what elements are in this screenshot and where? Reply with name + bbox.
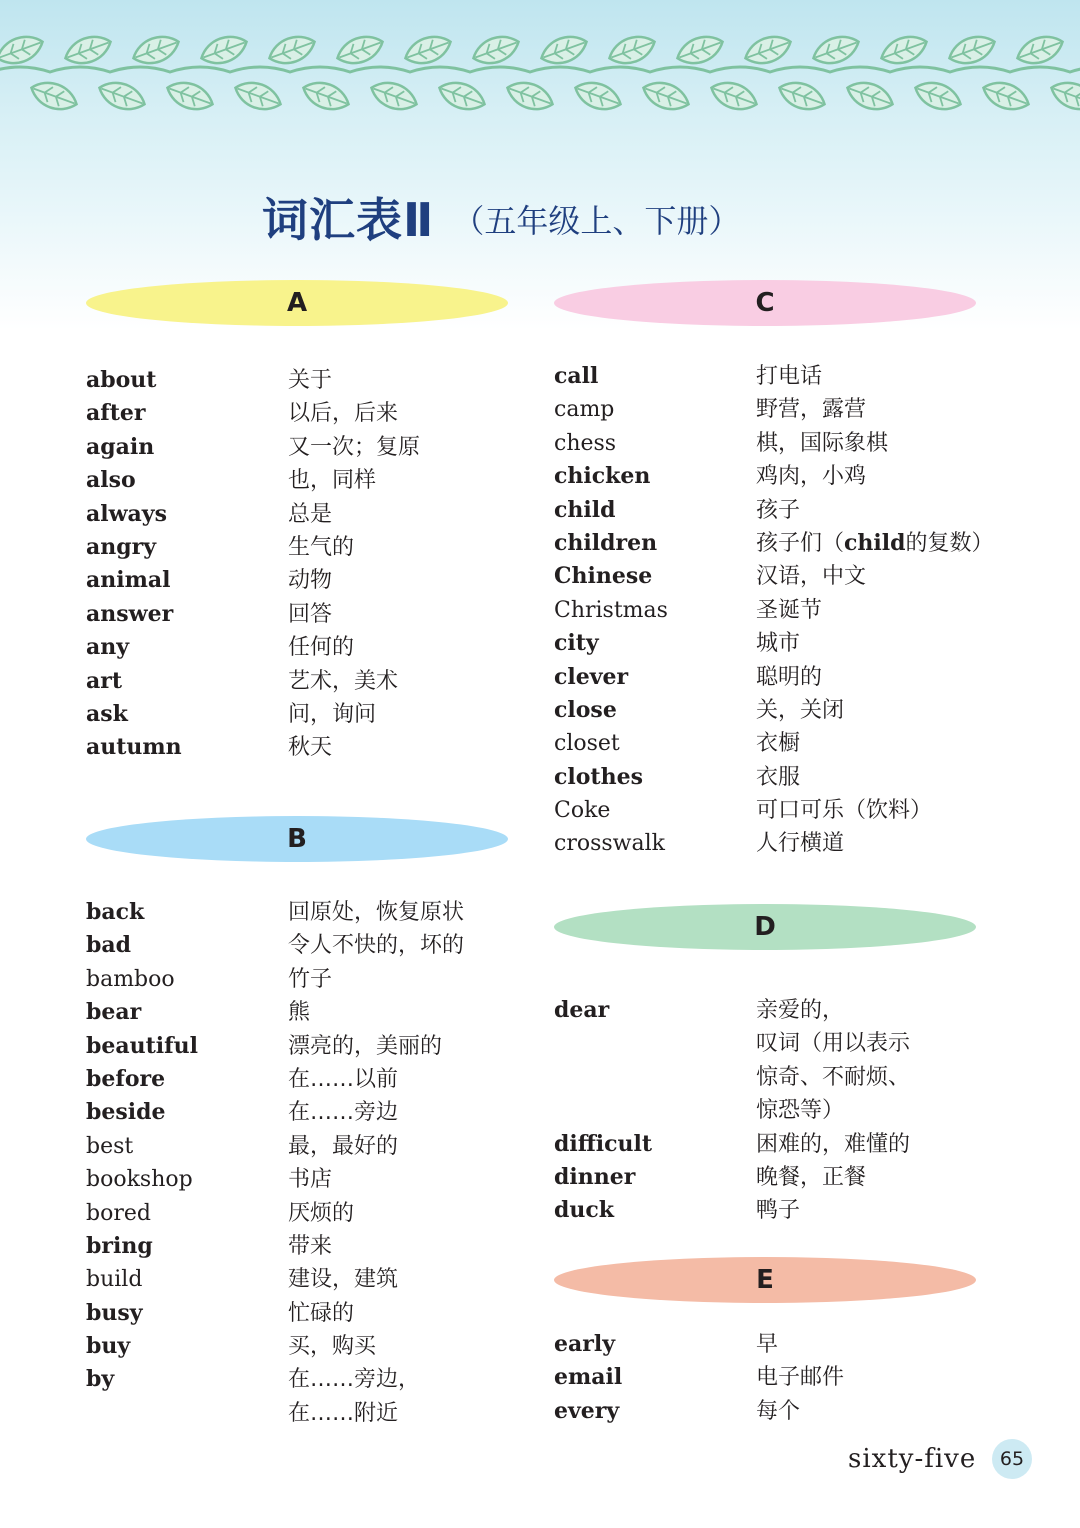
vocab-meaning: 关于 — [288, 368, 333, 393]
vocab-word: animal — [86, 567, 171, 594]
vocab-meaning-suffix: 的复数） — [905, 530, 994, 556]
vocab-word: difficult — [554, 1130, 653, 1157]
vocab-meaning: 城市 — [756, 631, 801, 657]
vocab-meaning: 买，购买 — [288, 1334, 377, 1360]
vocab-meaning: 厌烦的 — [288, 1200, 355, 1226]
vocab-meaning: 衣橱 — [756, 731, 801, 757]
vocab-word: beautiful — [86, 1032, 198, 1059]
vocab-meaning: 鸡肉，小鸡 — [756, 464, 867, 490]
page-title — [262, 184, 741, 247]
vocab-meaning: 汉语，中文 — [756, 564, 867, 590]
vocab-word: chess — [554, 430, 617, 456]
vocab-meaning: 关，关闭 — [756, 697, 845, 723]
vocab-meaning: 回答 — [288, 601, 333, 627]
vocab-meaning: 回原处，恢复原状 — [288, 900, 465, 925]
vocab-meaning: 亲爱的， 叹词（用以表示 惊奇、不耐烦、 惊恐等） — [756, 998, 911, 1124]
vocab-meaning-prefix: 孩子们（ — [756, 530, 845, 556]
vocab-word: bookshop — [86, 1167, 193, 1193]
vocab-word: child — [554, 496, 616, 523]
vocab-word: email — [554, 1364, 623, 1391]
vocab-meaning: 总是 — [288, 501, 333, 527]
vocab-meaning: 衣服 — [756, 764, 801, 790]
section-c-letter: C — [755, 288, 775, 318]
vocab-word: bored — [86, 1200, 151, 1226]
vocab-meaning: 聪明的 — [756, 664, 823, 690]
vocab-word: answer — [86, 600, 174, 627]
vocab-word: dinner — [554, 1163, 636, 1190]
vocab-meaning: 生气的 — [288, 534, 355, 560]
vocab-word: autumn — [86, 734, 182, 761]
vocab-word: duck — [554, 1197, 615, 1224]
vocab-meaning: 在……旁边， 在……附近 — [288, 1367, 421, 1426]
vocab-word: crosswalk — [554, 831, 665, 857]
vocab-meaning: 棋，国际象棋 — [756, 430, 889, 456]
vocab-word: about — [86, 367, 157, 393]
leaf-vine-border — [0, 22, 1080, 122]
vocab-word: ask — [86, 700, 128, 727]
vocab-meaning: 任何的 — [288, 635, 355, 661]
vocab-word: call — [554, 363, 599, 389]
title-subtitle: （五年级上、下册） — [452, 202, 741, 240]
vocab-meaning: 秋天 — [288, 735, 333, 761]
page-number-badge: 65 — [992, 1439, 1032, 1479]
vocab-meaning: 书店 — [288, 1167, 333, 1193]
vocab-meaning: 可口可乐（饮料） — [756, 798, 933, 824]
vocab-word: clothes — [554, 763, 643, 790]
vocab-word: city — [554, 630, 599, 657]
vocab-word: Christmas — [554, 597, 668, 623]
vocab-meaning: 圣诞节 — [756, 597, 823, 623]
vocab-word: bring — [86, 1232, 153, 1259]
vocab-meaning: 最，最好的 — [288, 1133, 399, 1159]
vocab-meaning: 电子邮件 — [756, 1365, 845, 1391]
vocab-word: art — [86, 667, 123, 694]
vocab-word: closet — [554, 731, 620, 757]
vocab-meaning: 晚餐，正餐 — [756, 1164, 867, 1190]
vocab-word: chicken — [554, 463, 651, 490]
vocab-word: buy — [86, 1333, 131, 1360]
vocab-word: by — [86, 1366, 115, 1393]
vocab-meaning: 又一次；复原 — [288, 434, 421, 460]
vocab-meaning: 问，询问 — [288, 701, 377, 727]
vocab-meaning: 人行横道 — [756, 831, 845, 857]
vocab-meaning: 令人不快的，坏的 — [288, 933, 465, 959]
vocab-meaning: 早 — [756, 1332, 779, 1357]
vocab-word: camp — [554, 397, 615, 423]
title-main: 词汇表Ⅱ — [262, 193, 435, 247]
vocab-meaning — [756, 527, 996, 560]
vocab-word: back — [86, 899, 145, 925]
vocab-meaning: 每个 — [756, 1398, 801, 1424]
vocab-meaning: 熊 — [288, 1000, 311, 1026]
section-b-letter: B — [287, 824, 307, 854]
vocab-word: Chinese — [554, 563, 653, 590]
vocab-meaning: 鸭子 — [756, 1198, 801, 1224]
vocab-meaning: 在……以前 — [288, 1066, 399, 1092]
vocab-meaning: 漂亮的，美丽的 — [288, 1033, 443, 1059]
vocab-word: bear — [86, 999, 142, 1026]
vocab-word: after — [86, 400, 146, 427]
vocab-meaning-english: child — [844, 529, 906, 556]
vocab-meaning: 带来 — [288, 1233, 333, 1259]
vocab-word: beside — [86, 1099, 166, 1126]
vocab-word: bad — [86, 932, 132, 959]
section-e-letter: E — [756, 1265, 774, 1295]
section-a-letter: A — [286, 288, 308, 318]
vocab-word: Coke — [554, 798, 611, 824]
vocab-word: again — [86, 433, 155, 460]
vocab-meaning: 艺术，美术 — [288, 668, 399, 694]
vocab-meaning: 建设，建筑 — [288, 1267, 399, 1293]
vocab-word: early — [554, 1331, 615, 1357]
vocab-meaning: 以后，后来 — [288, 401, 399, 427]
vocab-word: close — [554, 696, 617, 723]
vocab-word: before — [86, 1065, 166, 1092]
vocab-meaning: 孩子 — [756, 497, 801, 523]
vocab-word: clever — [554, 663, 629, 690]
vocab-word: always — [86, 500, 167, 527]
vocab-meaning: 困难的，难懂的 — [756, 1131, 911, 1157]
vocab-word: children — [554, 529, 658, 556]
vocab-meaning: 也，同样 — [288, 468, 377, 494]
section-d-letter: D — [754, 912, 776, 942]
vocab-meaning: 忙碌的 — [288, 1300, 355, 1326]
vocab-word: bamboo — [86, 966, 175, 992]
vocab-meaning: 竹子 — [288, 966, 333, 992]
vocab-word: busy — [86, 1299, 143, 1326]
vocab-word: angry — [86, 533, 157, 560]
vocab-meaning: 动物 — [288, 568, 333, 594]
vocab-word: any — [86, 634, 130, 661]
vocab-word: dear — [554, 997, 610, 1023]
vocab-word: build — [86, 1267, 143, 1293]
vocab-word: every — [554, 1397, 620, 1424]
vocab-meaning: 打电话 — [756, 364, 823, 389]
page-number-words: sixty-five — [848, 1444, 977, 1474]
vocab-word: also — [86, 467, 136, 494]
vocab-meaning: 在……旁边 — [288, 1100, 399, 1126]
vocab-word: best — [86, 1133, 134, 1159]
vocab-meaning: 野营，露营 — [756, 397, 867, 423]
